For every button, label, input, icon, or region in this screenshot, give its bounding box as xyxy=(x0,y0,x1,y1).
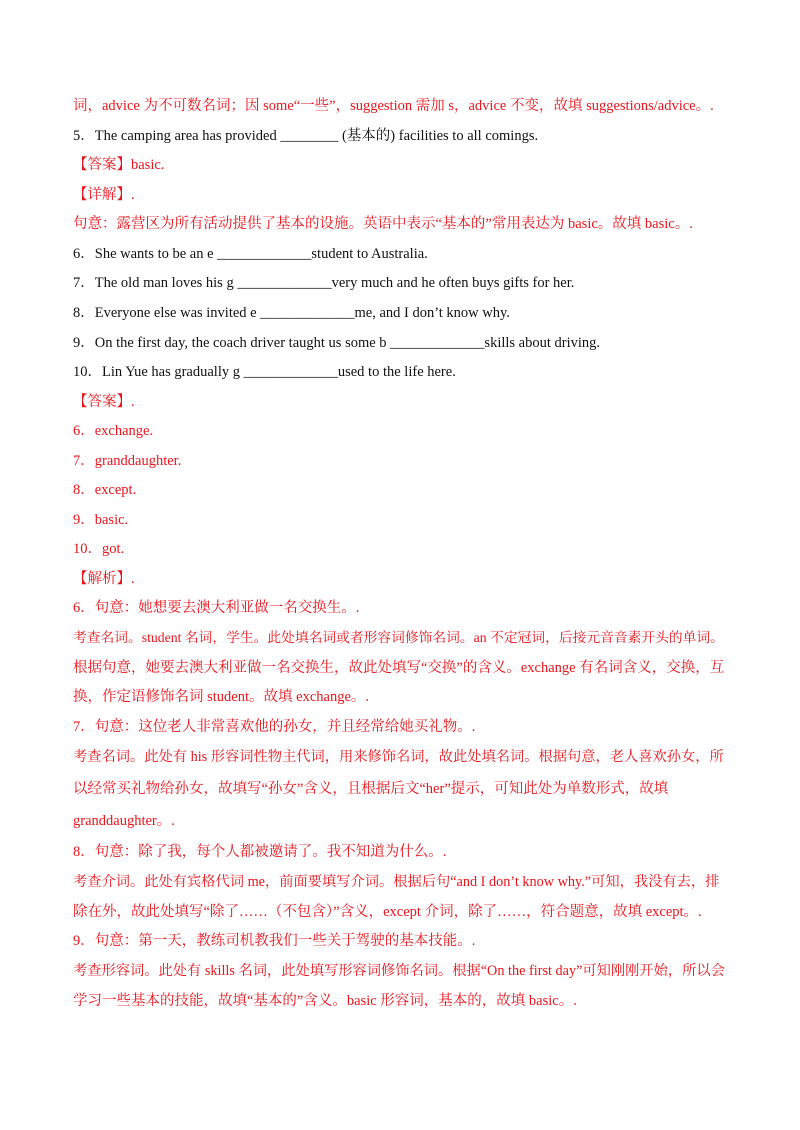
explanation-5: 句意：露营区为所有活动提供了基本的设施。英语中表示“基本的”常用表达为 basic。故填 basic。. xyxy=(73,216,693,232)
question-5: 5．The camping area has provided ________ (基本的) facilities to all comings. xyxy=(73,128,539,144)
analysis-6-meaning: 6．句意：她想要去澳大利亚做一名交换生。. xyxy=(73,600,360,616)
analysis-7-line-3: granddaughter。. xyxy=(73,813,175,829)
analysis-heading: 【解析】. xyxy=(73,571,135,587)
explanation-heading-5: 【详解】. xyxy=(73,187,135,203)
analysis-8-meaning: 8．句意：除了我，每个人都被邀请了。我不知道为什么。. xyxy=(73,844,447,860)
analysis-7-line-2: 以经常买礼物给孙女，故填写“孙女”含义，且根据后文“her”提示，可知此处为单数形式，故填 xyxy=(73,781,669,797)
answer-9: 9．basic. xyxy=(73,512,129,528)
answer-10: 10．got. xyxy=(73,541,125,557)
answer-7: 7．granddaughter. xyxy=(73,453,182,469)
question-7: 7．The old man loves his g _____________very much and he often buys gifts for her. xyxy=(73,275,575,291)
analysis-6-line-2: 根据句意，她要去澳大利亚做一名交换生，故此处填写“交换”的含义。exchange 有名词含义，交换，互 xyxy=(73,660,725,676)
answer-8: 8．except. xyxy=(73,482,137,498)
question-6: 6．She wants to be an e _____________student to Australia. xyxy=(73,246,428,262)
analysis-8-line-1: 考查介词。此处有宾格代词 me，前面要填写介词。根据后句“and I don’t know why.”可知，我没有去，排 xyxy=(73,874,720,890)
analysis-7-line-1: 考查名词。此处有 his 形容词性物主代词，用来修饰名词，故此处填名词。根据句意，老人喜欢孙女，所 xyxy=(73,749,724,765)
analysis-9-meaning: 9．句意：第一天，教练司机教我们一些关于驾驶的基本技能。. xyxy=(73,933,476,949)
analysis-9-line-2: 学习一些基本的技能，故填“基本的”含义。basic 形容词，基本的，故填 basic。. xyxy=(73,993,577,1009)
analysis-9-line-1: 考查形容词。此处有 skills 名词，此处填写形容词修饰名词。根据“On the first day”可知刚刚开始，所以会 xyxy=(73,963,725,979)
answer-heading: 【答案】. xyxy=(73,394,135,410)
answer-5: 【答案】basic. xyxy=(73,157,165,173)
text-line-1: 词，advice 为不可数名词；因 some“一些”，suggestion 需加 s，advice 不变，故填 suggestions/advice。. xyxy=(73,98,714,114)
question-8: 8．Everyone else was invited e _____________me, and I don’t know why. xyxy=(73,305,510,321)
question-10: 10．Lin Yue has gradually g _____________used to the life here. xyxy=(73,364,456,380)
analysis-6-line-1: 考查名词。student 名词，学生。此处填名词或者形容词修饰名词。an 不定冠词，后接元音音素开头的单词。 xyxy=(73,630,724,645)
question-9: 9．On the first day, the coach driver taught us some b _____________skills about driving. xyxy=(73,335,601,351)
analysis-7-meaning: 7．句意：这位老人非常喜欢他的孙女，并且经常给她买礼物。. xyxy=(73,719,476,735)
answer-6: 6．exchange. xyxy=(73,423,154,439)
analysis-6-line-3: 换，作定语修饰名词 student。故填 exchange。. xyxy=(73,689,370,705)
analysis-8-line-2: 除在外，故此处填写“除了……（不包含）”含义，except 介词，除了……，符合题意，故填 except。. xyxy=(73,904,702,920)
